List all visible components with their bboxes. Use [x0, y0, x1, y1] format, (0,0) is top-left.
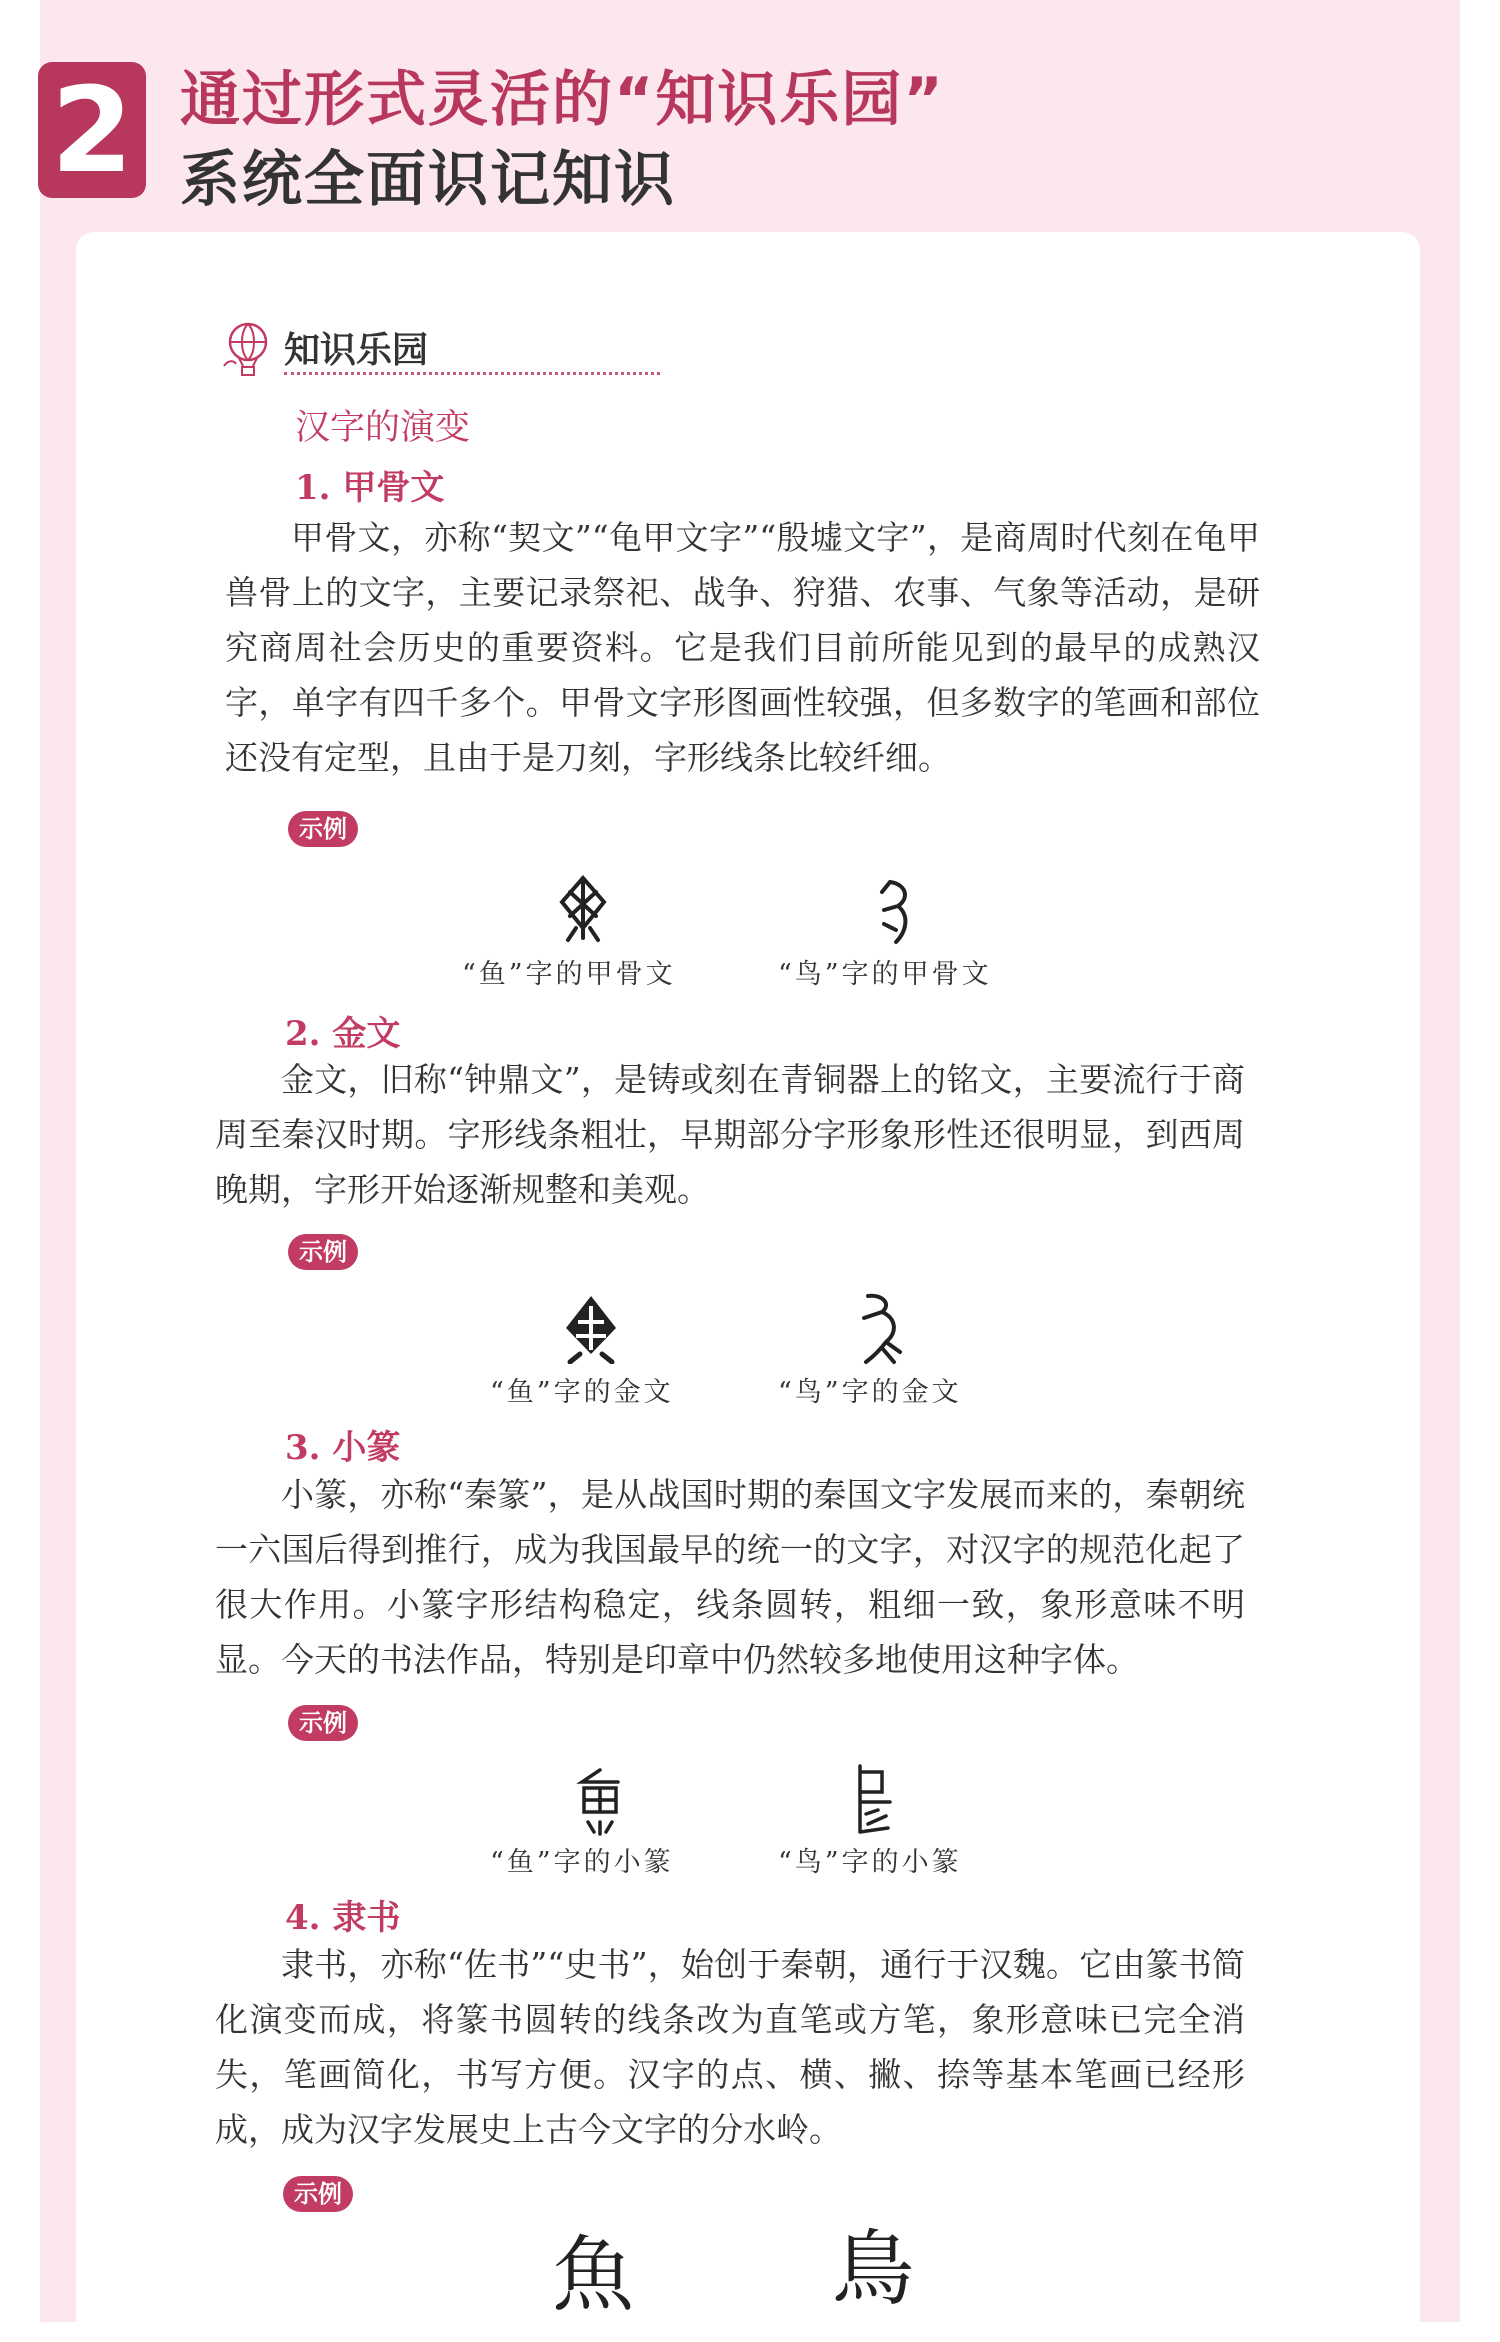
- caption-oracle-fish: “鱼”字的甲骨文: [462, 959, 676, 990]
- caption-oracle-bird: “鸟”字的甲骨文: [778, 959, 992, 990]
- clerical-bird-glyph: 鳥: [832, 2222, 915, 2317]
- balloon-icon: [222, 322, 272, 378]
- paragraph-clerical: 隶书，亦称“佐书”“史书”，始创于秦朝，通行于汉魏。它由篆书简化演变而成，将篆书圆转的线条改为直笔或方笔，象形意味已完全消失，笔画简化，书写方便。汉字的点、横、撇、捺等基本笔画已经形成，成为汉字发展史上古今文字的分水岭。: [215, 1945, 1245, 2149]
- heading-small-seal: 3. 小篆: [285, 1428, 401, 1468]
- caption-seal-bird: “鸟”字的小篆: [778, 1847, 962, 1878]
- seal-bird-glyph: [842, 1762, 898, 1838]
- clerical-fish-glyph: 魚: [552, 2228, 635, 2323]
- paragraph-bronze: 金文，旧称“钟鼎文”，是铸或刻在青铜器上的铭文，主要流行于商周至秦汉时期。字形线条粗壮，早期部分字形象形性还很明显，到西周晚期，字形开始逐渐规整和美观。: [215, 1060, 1245, 1209]
- heading-clerical: 4. 隶书: [285, 1898, 401, 1938]
- seal-fish-glyph: [570, 1766, 630, 1838]
- oracle-fish-glyph: [548, 872, 618, 944]
- headline-line-2: 系统全面识记知识: [180, 145, 676, 215]
- example-badge: 示例: [288, 1705, 358, 1741]
- caption-bronze-fish: “鱼”字的金文: [490, 1377, 674, 1408]
- bronze-fish-glyph: [558, 1292, 624, 1364]
- caption-seal-fish: “鱼”字的小篆: [490, 1847, 674, 1878]
- bronze-bird-glyph: [852, 1290, 906, 1368]
- topic-title: 汉字的演变: [295, 408, 471, 448]
- section-number-badge: 2: [38, 62, 146, 198]
- caption-bronze-bird: “鸟”字的金文: [778, 1377, 962, 1408]
- example-badge: 示例: [288, 1234, 358, 1270]
- example-badge: 示例: [283, 2176, 353, 2212]
- section-title-underline: [284, 372, 660, 375]
- section-title: 知识乐园: [284, 330, 429, 371]
- headline-line-1: 通过形式灵活的“知识乐园”: [180, 65, 945, 135]
- heading-oracle-bone: 1. 甲骨文: [295, 468, 445, 508]
- oracle-bird-glyph: [870, 876, 920, 948]
- paragraph-small-seal: 小篆，亦称“秦篆”，是从战国时期的秦国文字发展而来的，秦朝统一六国后得到推行，成为我国最早的统一的文字，对汉字的规范化起了很大作用。小篆字形结构稳定，线条圆转，粗细一致，象形意味不明显。今天的书法作品，特别是印章中仍然较多地使用这种字体。: [215, 1475, 1245, 1679]
- heading-bronze: 2. 金文: [285, 1014, 401, 1054]
- paragraph-oracle-bone: 甲骨文，亦称“契文”“龟甲文字”“殷墟文字”，是商周时代刻在龟甲兽骨上的文字，主要记录祭祀、战争、狩猎、农事、气象等活动，是研究商周社会历史的重要资料。它是我们目前所能见到的最早的成熟汉字，单字有四千多个。甲骨文字形图画性较强，但多数字的笔画和部位还没有定型，且由于是刀刻，字形线条比较纤细。: [225, 518, 1260, 777]
- example-badge: 示例: [288, 811, 358, 847]
